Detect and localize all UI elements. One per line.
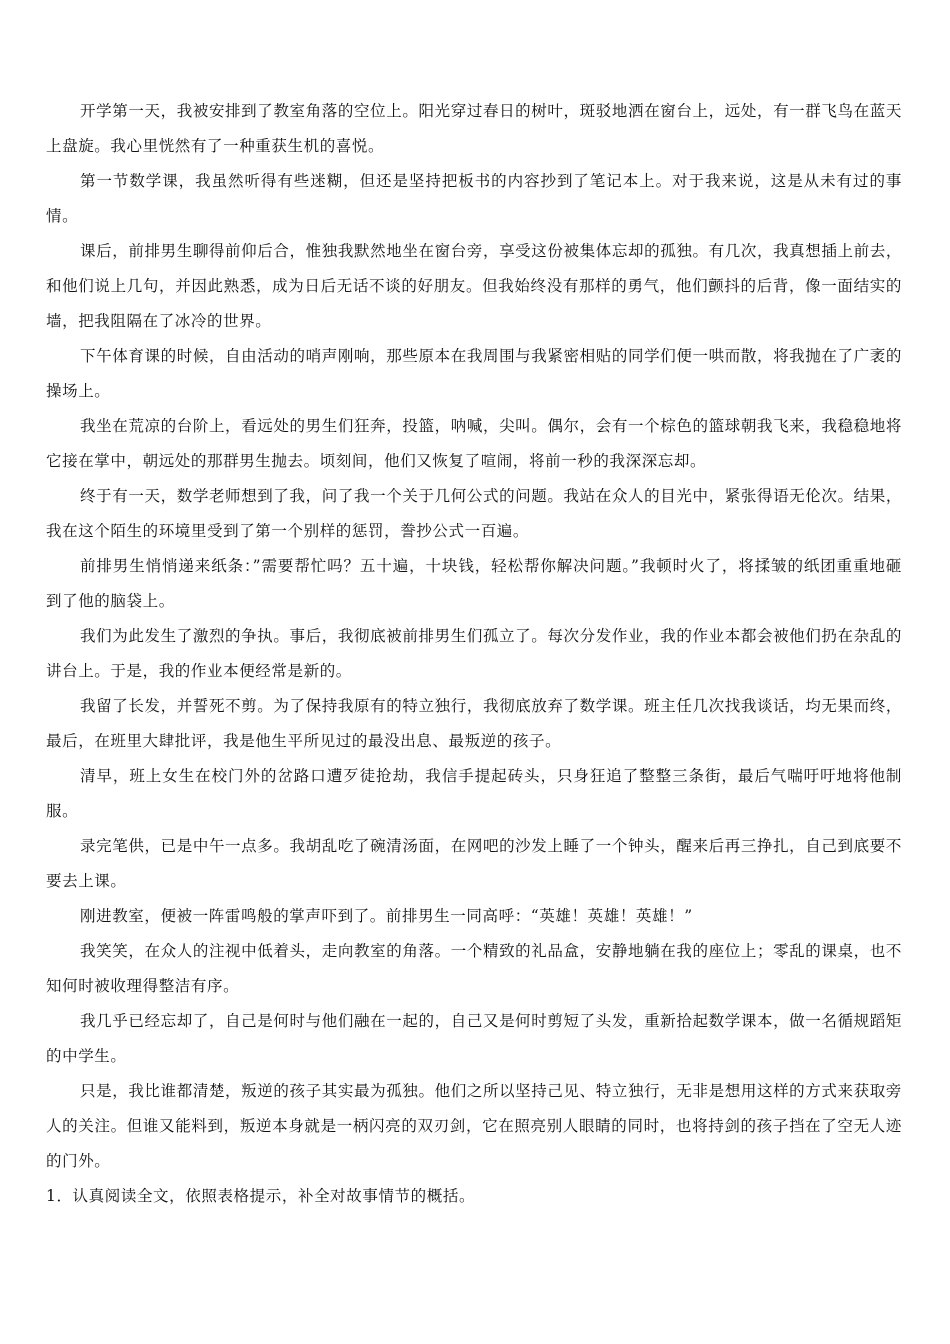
document-page <box>46 94 902 1214</box>
paragraph-1: 开学第一天，我被安排到了教室角落的空位上。阳光穿过春日的树叶，斑驳地洒在窗台上，远处，有一群飞鸟在蓝天上盘旋。我心里恍然有了一种重获生机的喜悦。 <box>46 102 902 155</box>
paragraph-3: 课后，前排男生聊得前仰后合，惟独我默然地坐在窗台旁，享受这份被集体忘却的孤独。有几次，我真想插上前去，和他们说上几句，并因此熟悉，成为日后无话不谈的好朋友。但我始终没有那样的勇气，他们颤抖的后背，像一面结实的墙，把我阻隔在了冰冷的世界。 <box>46 242 902 330</box>
paragraph-9: 我留了长发，并誓死不剪。为了保持我原有的特立独行，我彻底放弃了数学课。班主任几次找我谈话，均无果而终，最后，在班里大肆批评，我是他生平所见过的最没出息、最叛逆的孩子。 <box>46 697 902 750</box>
paragraph-15: 只是，我比谁都清楚，叛逆的孩子其实最为孤独。他们之所以坚持己见、特立独行，无非是想用这样的方式来获取旁人的关注。但谁又能料到，叛逆本身就是一柄闪亮的双刃剑，它在照亮别人眼睛的同时，也将持剑的孩子挡在了空无人迹的门外。 <box>46 1082 902 1170</box>
paragraph-7: 前排男生悄悄递来纸条：”需要帮忙吗？五十遍，十块钱，轻松帮你解决问题。”我顿时火了，将揉皱的纸团重重地砸到了他的脑袋上。 <box>46 557 902 610</box>
question-1: 1．认真阅读全文，依照表格提示，补全对故事情节的概括。 <box>46 1187 476 1205</box>
paragraph-13: 我笑笑，在众人的注视中低着头，走向教室的角落。一个精致的礼品盒，安静地躺在我的座位上；零乱的课桌，也不知何时被收理得整洁有序。 <box>46 942 902 995</box>
paragraph-10: 清早，班上女生在校门外的岔路口遭歹徒抢劫，我信手提起砖头，只身狂追了整整三条街，最后气喘吁吁地将他制服。 <box>46 767 902 820</box>
paragraph-2: 第一节数学课，我虽然听得有些迷糊，但还是坚持把板书的内容抄到了笔记本上。对于我来说，这是从未有过的事情。 <box>46 172 902 225</box>
paragraph-5: 我坐在荒凉的台阶上，看远处的男生们狂奔，投篮，呐喊，尖叫。偶尔，会有一个棕色的篮球朝我飞来，我稳稳地将它接在掌中，朝远处的那群男生抛去。顷刻间，他们又恢复了喧闹，将前一秒的我深深忘却。 <box>46 417 902 470</box>
paragraph-11: 录完笔供，已是中午一点多。我胡乱吃了碗清汤面，在网吧的沙发上睡了一个钟头，醒来后再三挣扎，自己到底要不要去上课。 <box>46 837 902 890</box>
paragraph-6: 终于有一天，数学老师想到了我，问了我一个关于几何公式的问题。我站在众人的目光中，紧张得语无伦次。结果，我在这个陌生的环境里受到了第一个别样的惩罚，誊抄公式一百遍。 <box>46 487 902 540</box>
paragraph-8: 我们为此发生了激烈的争执。事后，我彻底被前排男生们孤立了。每次分发作业，我的作业本都会被他们扔在杂乱的讲台上。于是，我的作业本便经常是新的。 <box>46 627 902 680</box>
paragraph-4: 下午体育课的时候，自由活动的哨声刚响，那些原本在我周围与我紧密相贴的同学们便一哄而散，将我抛在了广袤的操场上。 <box>46 347 902 400</box>
paragraph-14: 我几乎已经忘却了，自己是何时与他们融在一起的，自己又是何时剪短了头发，重新拾起数学课本，做一名循规蹈矩的中学生。 <box>46 1012 902 1065</box>
paragraph-12: 刚进教室，便被一阵雷鸣般的掌声吓到了。前排男生一同高呼：“英雄！英雄！英雄！” <box>80 907 693 925</box>
